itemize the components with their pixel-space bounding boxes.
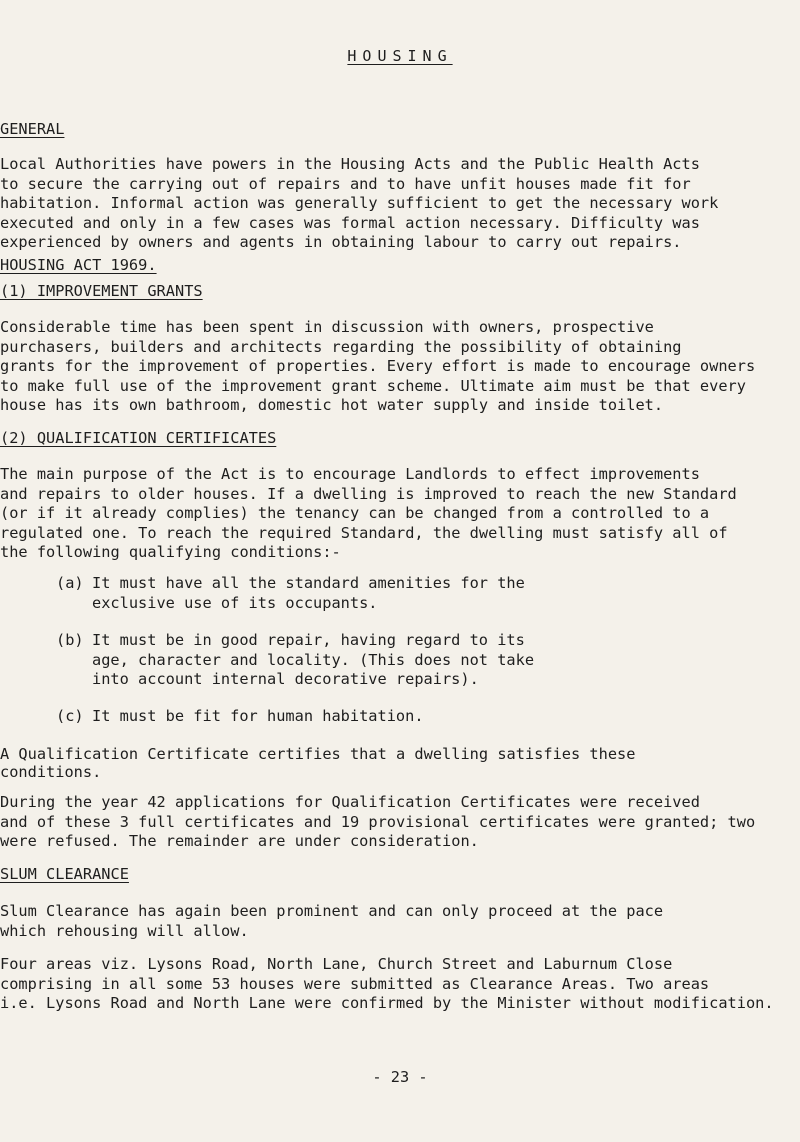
text-line: Local Authorities have powers in the Housing Acts and the Public Health Acts [0,155,700,173]
text-line: habitation. Informal action was generally sufficient to get the necessary work [0,194,719,212]
condition-a-text [92,574,525,613]
text-line: purchasers, builders and architects regarding the possibility of obtaining [0,337,682,356]
text-line: executed and only in a few cases was formal action necessary. Difficulty was [0,213,700,232]
text-line: exclusive use of its occupants. [92,593,378,612]
text-line: The main purpose of the Act is to encourage Landlords to effect improvements [0,465,700,483]
text-line: comprising in all some 53 houses were submitted as Clearance Areas. Two areas [0,974,710,993]
text-line: and of these 3 full certificates and 19 provisional certificates were granted; two [0,812,756,831]
text-line: It must be fit for human habitation. [92,707,424,725]
text-line: to secure the carrying out of repairs and to have unfit houses made fit for [0,174,691,193]
text-line: Slum Clearance has again been prominent and can only proceed at the pace [0,902,664,920]
condition-c-label: (c) [56,707,84,725]
text-line: the following qualifying conditions:- [0,543,341,561]
condition-a-label: (a) [56,574,84,592]
text-line: age, character and locality. (This does not take [92,650,535,669]
text-line: conditions. [0,762,102,781]
condition-b-label: (b) [56,631,84,649]
text-line: house has its own bathroom, domestic hot water supply and inside toilet. [0,396,664,414]
applications-paragraph [0,793,755,852]
text-line: were refused. The remainder are under consideration. [0,832,479,850]
qualification-certificates-heading: (2) QUALIFICATION CERTIFICATES [0,429,277,447]
slum-paragraph-1 [0,902,663,941]
text-line: and repairs to older houses. If a dwelling is improved to reach the new Standard [0,484,737,503]
qualification-paragraph [0,465,737,563]
slum-paragraph-2 [0,955,774,1014]
improvement-paragraph [0,318,755,416]
certifies-paragraph [0,745,635,780]
condition-c-text [92,707,424,727]
text-line: (or if it already complies) the tenancy can be changed from a controlled to a [0,504,710,522]
text-line: i.e. Lysons Road and North Lane were confirmed by the Minister without modification. [0,994,774,1012]
housing-act-heading: HOUSING ACT 1969. [0,256,157,274]
text-line: It must have all the standard amenities for the [92,574,525,592]
general-heading: GENERAL [0,120,65,138]
condition-b-text [92,631,534,690]
improvement-grants-heading: (1) IMPROVEMENT GRANTS [0,282,203,300]
text-line: regulated one. To reach the required Standard, the dwelling must satisfy all of [0,523,728,542]
text-line: It must be in good repair, having regard to its [92,631,525,649]
text-line: Four areas viz. Lysons Road, North Lane, Church Street and Laburnum Close [0,955,673,973]
text-line: to make full use of the improvement grant scheme. Ultimate aim must be that every [0,376,746,395]
text-line: experienced by owners and agents in obtaining labour to carry out repairs. [0,233,682,251]
page-number: - 23 - [372,1068,428,1086]
text-line: which rehousing will allow. [0,921,249,940]
text-line: A Qualification Certificate certifies that a dwelling satisfies these [0,745,636,763]
text-line: Considerable time has been spent in discussion with owners, prospective [0,318,654,336]
text-line: During the year 42 applications for Qualification Certificates were received [0,793,700,811]
general-paragraph [0,155,718,253]
text-line: into account internal decorative repairs). [92,670,479,688]
page-title: HOUSING [347,47,453,65]
text-line: grants for the improvement of properties. Every effort is made to encourage owners [0,357,756,375]
slum-clearance-heading: SLUM CLEARANCE [0,865,129,883]
